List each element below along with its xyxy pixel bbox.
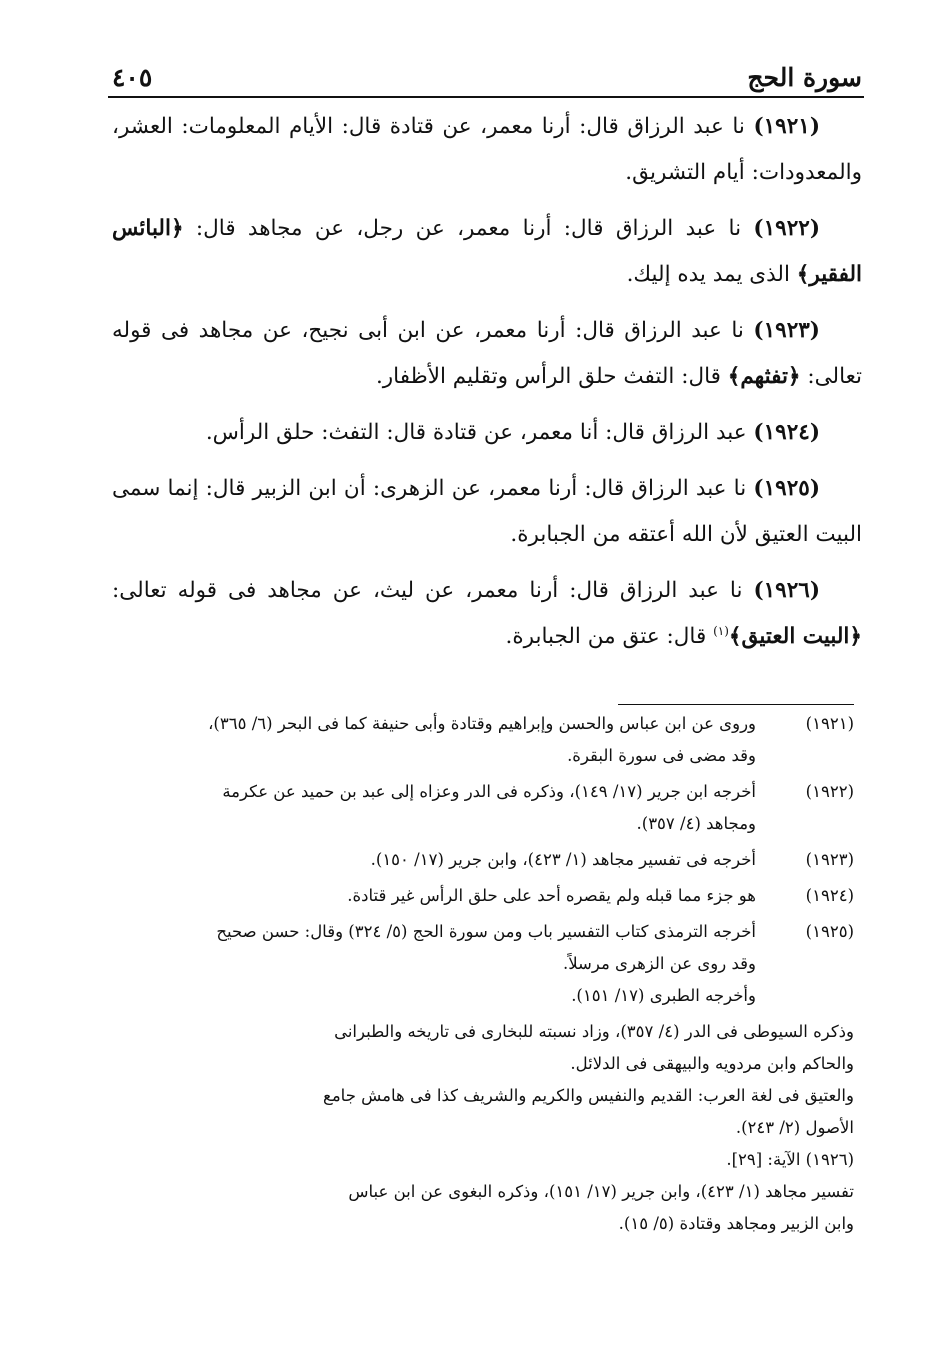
footnote-1925: [112, 916, 854, 1012]
entry-text: عبد الرزاق قال: أنا معمر، عن قتادة قال: التفث: حلق الرأس.: [205, 420, 747, 445]
footnote-line: أخرجه الترمذى كتاب التفسير باب ومن سورة الحج (٥/ ٣٢٤) وقال: حسن صحيح: [216, 922, 756, 941]
footnote-number: (١٩٢٣): [805, 850, 854, 869]
footnote-line: وقد مضى فى سورة البقرة.: [567, 746, 756, 765]
footnote-line: وذكره السيوطى فى الدر (٤/ ٣٥٧)، وزاد نسبته للبخارى فى تاريخه والطبرانى: [334, 1022, 854, 1041]
page-number: ٤٠٥: [112, 63, 153, 92]
entry-1921: [112, 104, 862, 196]
quran-quote: ﴿البيت العتيق﴾: [728, 624, 862, 649]
entry-1923: [112, 308, 862, 400]
entry-number: (١٩٢١): [753, 114, 821, 139]
footnote-line: وأخرجه الطبرى (١٧/ ١٥١).: [571, 986, 756, 1005]
footnotes: [112, 708, 854, 1244]
entry-1925: [112, 466, 862, 558]
footnote-1926: [112, 1144, 854, 1240]
footnote-line: وابن الزبير ومجاهد وقتادة (٥/ ١٥).: [618, 1214, 854, 1233]
footnote-1923: [112, 844, 854, 876]
footnote-rule: [618, 704, 854, 705]
footnote-number: (١٩٢٤): [805, 886, 854, 905]
footnote-line: والحاكم وابن مردويه والبيهقى فى الدلائل.: [570, 1054, 854, 1073]
footnote-line: أخرجه ابن جرير (١٧/ ١٤٩)، وذكره فى الدر وعزاه إلى عبد بن حميد عن عكرمة: [222, 782, 756, 801]
entry-1924: [112, 410, 862, 456]
entry-text: قال: التفث حلق الرأس وتقليم الأظفار.: [375, 364, 728, 389]
footnote-line: أخرجه فى تفسير مجاهد (١/ ٤٢٣)، وابن جرير (١٧/ ١٥٠).: [370, 850, 756, 869]
entry-text: نا عبد الرزاق قال: أرنا معمر، عن الزهرى: أن ابن الزبير قال: إنما سمى البيت العتيق لأن الله أعتقه من الجبابرة.: [112, 476, 862, 547]
footnote-1925-continued: [112, 1016, 854, 1144]
entry-text: نا عبد الرزاق قال: أرنا معمر، عن رجل، عن مجاهد قال:: [183, 216, 742, 241]
footnote-line: الأصول (٢/ ٢٤٣).: [735, 1118, 854, 1137]
entry-text: الذى يمد يده إليك.: [626, 262, 797, 287]
footnote-line: والعتيق فى لغة العرب: القديم والنفيس والكريم والشريف كذا فى هامش جامع: [323, 1086, 854, 1105]
entry-number: (١٩٢٤): [753, 420, 820, 445]
footnote-line: تفسير مجاهد (١/ ٤٢٣)، وابن جرير (١٧/ ١٥١)، وذكره البغوى عن ابن عباس: [348, 1182, 854, 1201]
footnote-line: وقد روى عن الزهرى مرسلاً.: [562, 954, 756, 973]
footnote-marker: (١): [713, 623, 729, 638]
entry-1922: [112, 206, 862, 298]
header-rule: [108, 96, 864, 98]
entry-number: (١٩٢٦): [753, 578, 821, 603]
entry-1926: [112, 568, 862, 660]
footnote-number: (١٩٢١): [805, 714, 854, 733]
footnote-1924: [112, 880, 854, 912]
entry-text: نا عبد الرزاق قال: أرنا معمر، عن ابن أبى نجيح، عن مجاهد فى قوله تعالى:: [112, 318, 862, 389]
footnote-number-line: (١٩٢٦) الآية: [٢٩].: [726, 1150, 854, 1169]
footnote-number: (١٩٢٢): [805, 782, 854, 801]
entry-number: (١٩٢٢): [753, 216, 820, 241]
footnote-line: هو جزء مما قبله ولم يقصره أحد على حلق الرأس غير قتادة.: [347, 886, 756, 905]
footnote-1922: [112, 776, 854, 840]
entry-text: نا عبد الرزاق قال: أرنا معمر، عن قتادة قال: الأيام المعلومات: العشر، والمعدودات: أيام التشريق.: [112, 114, 862, 185]
footnote-line: وروى عن ابن عباس والحسن وإبراهيم وقتادة وأبى حنيفة كما فى البحر (٦/ ٣٦٥)،: [208, 714, 756, 733]
footnote-line: ومجاهد (٤/ ٣٥٧).: [636, 814, 756, 833]
entry-number: (١٩٢٥): [753, 476, 820, 501]
footnote-1921: [112, 708, 854, 772]
entry-text: نا عبد الرزاق قال: أرنا معمر، عن ليث، عن مجاهد فى قوله تعالى:: [112, 578, 743, 603]
entry-number: (١٩٢٣): [753, 318, 820, 343]
main-text: [112, 104, 862, 670]
quran-quote: ﴿تفثهم﴾: [727, 364, 801, 389]
page-header: [112, 52, 862, 92]
footnote-number: (١٩٢٥): [805, 922, 854, 941]
quran-quote: ﴿البائس الفقير﴾: [112, 216, 862, 287]
entry-text: قال: عتق من الجبابرة.: [505, 624, 714, 649]
running-title: سورة الحج: [747, 63, 862, 92]
